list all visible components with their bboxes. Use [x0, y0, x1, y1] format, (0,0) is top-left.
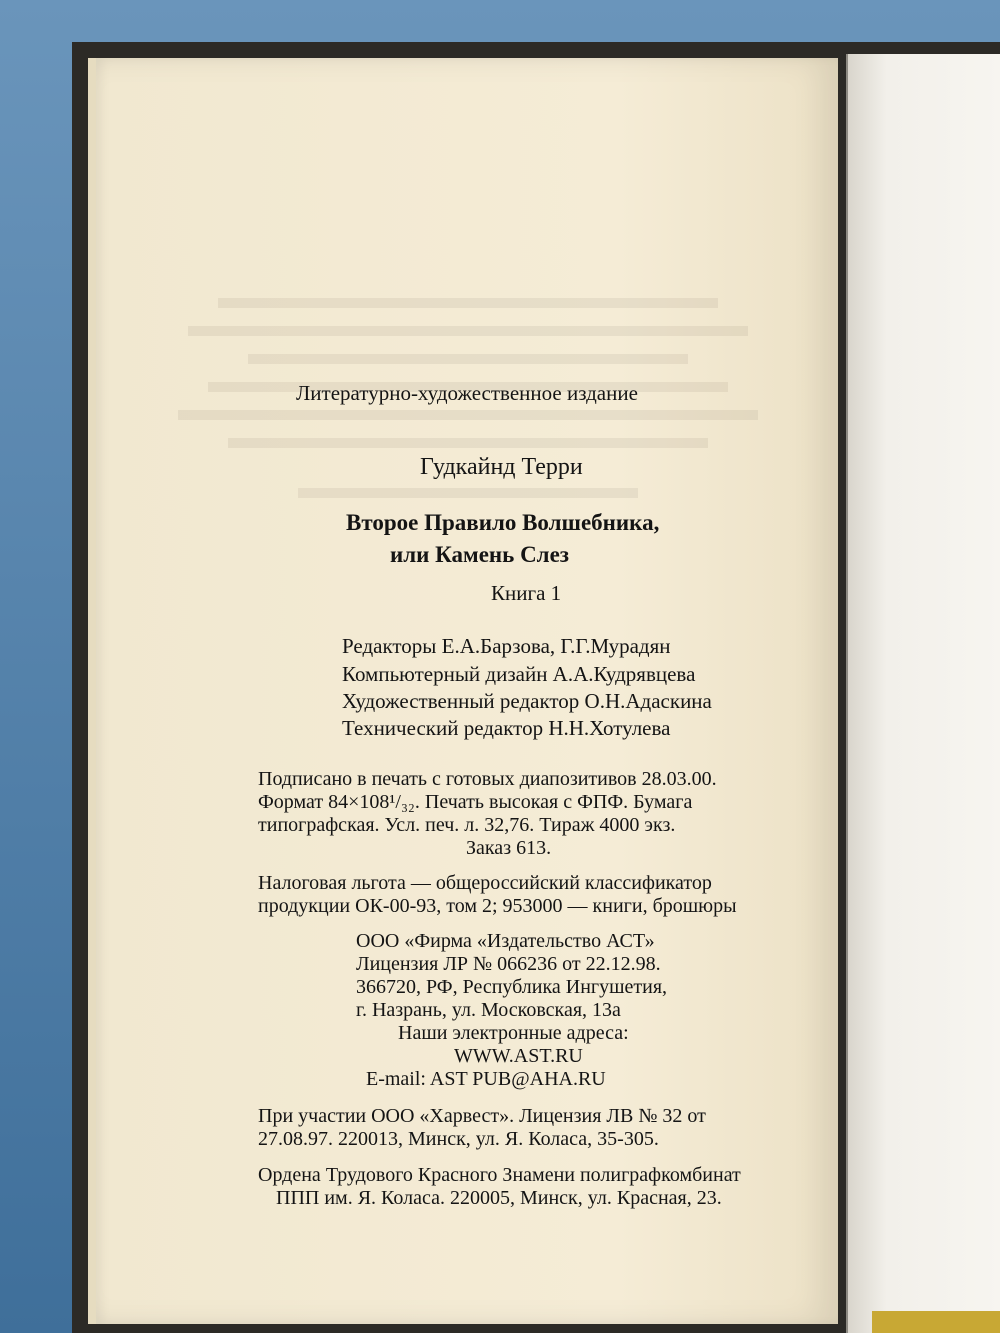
print-info-line: типографская. Усл. печ. л. 32,76. Тираж 4000 экз. [258, 814, 676, 836]
credit-line: Художественный редактор О.Н.Адаскина [342, 689, 712, 713]
publisher-line: 366720, РФ, Республика Ингушетия, [356, 976, 668, 998]
credit-line: Технический редактор Н.Н.Хотулева [342, 716, 671, 740]
tax-info-line: продукции ОК-00-93, том 2; 953000 — книги, брошюры [258, 895, 737, 917]
imprint-page [96, 58, 838, 1324]
print-info-line: Подписано в печать с готовых диапозитивов 28.03.00. [258, 768, 717, 790]
author-name: Гудкайнд Терри [420, 454, 583, 480]
print-info-line: Формат 84×108¹/₃₂. Печать высокая с ФПФ. Бумага [258, 791, 693, 813]
facing-page [846, 54, 1000, 1333]
printer-line: ППП им. Я. Коласа. 220005, Минск, ул. Красная, 23. [276, 1187, 722, 1209]
publisher-email: E-mail: AST PUB@AHA.RU [366, 1068, 606, 1090]
publisher-line: Лицензия ЛР № 066236 от 22.12.98. [356, 953, 661, 975]
credit-line: Компьютерный дизайн А.А.Кудрявцева [342, 662, 696, 686]
printer-line: Ордена Трудового Красного Знамени полиграфкомбинат [258, 1164, 741, 1186]
tax-info-line: Налоговая льгота — общероссийский классификатор [258, 872, 712, 894]
print-info-line: Заказ 613. [466, 837, 552, 859]
page-edge [872, 1311, 1000, 1333]
publisher-line: Наши электронные адреса: [398, 1022, 629, 1044]
publisher-line: ООО «Фирма «Издательство АСТ» [356, 930, 655, 952]
participation-line: При участии ООО «Харвест». Лицензия ЛВ № 32 от [258, 1105, 706, 1127]
edition-type: Литературно-художественное издание [296, 381, 638, 405]
publisher-line: г. Назрань, ул. Московская, 13а [356, 999, 621, 1021]
book-title-line-1: Второе Правило Волшебника, [346, 510, 660, 535]
participation-line: 27.08.97. 220013, Минск, ул. Я. Коласа, 35-305. [258, 1128, 659, 1150]
book-title-line-2: или Камень Слез [390, 542, 570, 567]
show-through-text [96, 58, 838, 578]
publisher-website: WWW.AST.RU [454, 1045, 583, 1067]
credit-line: Редакторы Е.А.Барзова, Г.Г.Мурадян [342, 634, 671, 658]
volume-label: Книга 1 [491, 581, 562, 605]
